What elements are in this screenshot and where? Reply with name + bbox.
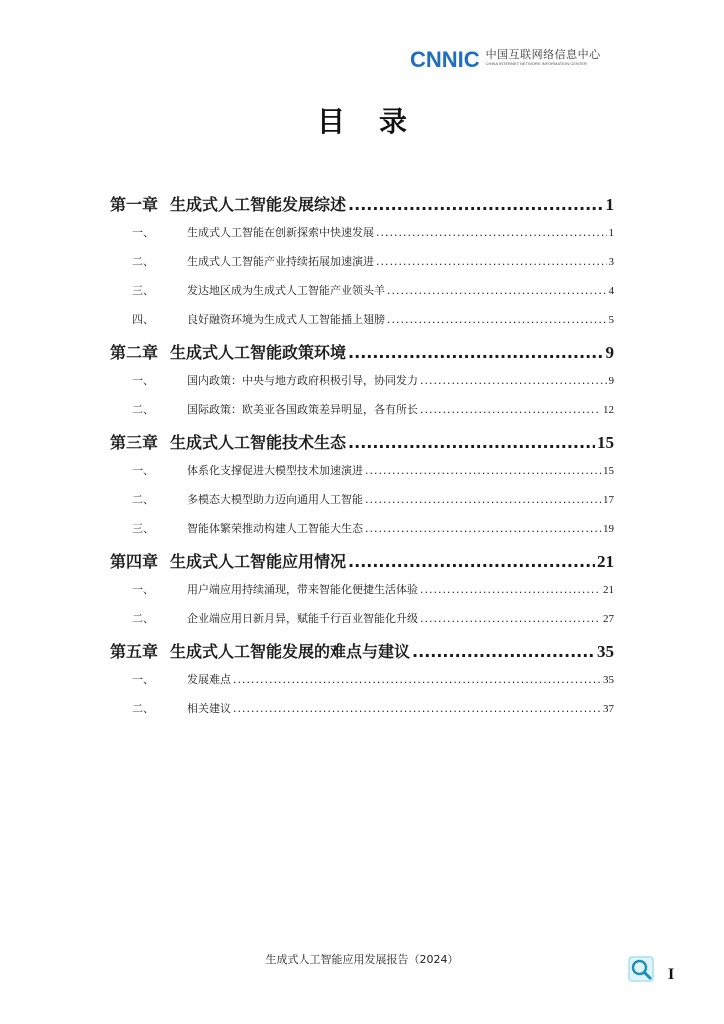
toc-section[interactable] <box>110 671 614 700</box>
dot-leader <box>412 642 595 661</box>
section-title: 发达地区成为生成式人工智能产业领头羊 <box>187 284 385 297</box>
chapter-page: 1 <box>605 195 614 214</box>
section-number: 二、 <box>132 403 154 416</box>
dot-leader <box>376 226 607 239</box>
section-number: 二、 <box>132 702 154 715</box>
section-title: 国内政策：中央与地方政府积极引导，协同发力 <box>187 374 418 387</box>
dot-leader <box>348 552 595 571</box>
dot-leader <box>233 702 601 715</box>
section-page: 4 <box>608 285 614 297</box>
section-title: 生成式人工智能产业持续拓展加速演进 <box>187 255 374 268</box>
section-title: 发展难点 <box>187 673 231 686</box>
chapter-title: 生成式人工智能技术生态 <box>170 433 347 452</box>
dot-leader <box>233 673 601 686</box>
toc-chapter-4[interactable] <box>110 549 614 581</box>
chapter-title: 生成式人工智能政策环境 <box>170 343 347 362</box>
dot-leader <box>420 612 601 625</box>
section-page: 5 <box>608 314 614 326</box>
logo-chinese-name: 中国互联网络信息中心 <box>485 48 601 61</box>
dot-leader <box>376 255 607 268</box>
chapter-title: 生成式人工智能应用情况 <box>170 552 347 571</box>
chapter-page: 35 <box>597 642 614 661</box>
table-of-contents <box>110 192 614 729</box>
chapter-number: 第三章 <box>110 433 159 452</box>
chapter-page: 21 <box>597 552 614 571</box>
chapter-number: 第二章 <box>110 343 159 362</box>
toc-chapter-2[interactable] <box>110 340 614 372</box>
toc-section[interactable] <box>110 520 614 549</box>
section-number: 一、 <box>132 583 154 596</box>
section-number: 二、 <box>132 612 154 625</box>
chapter-page: 9 <box>605 343 614 362</box>
section-number: 二、 <box>132 493 154 506</box>
section-page: 17 <box>603 494 614 506</box>
section-page: 35 <box>603 674 614 686</box>
section-title: 企业端应用日新月异，赋能千行百业智能化升级 <box>187 612 418 625</box>
toc-section[interactable] <box>110 462 614 491</box>
dot-leader <box>348 343 603 362</box>
section-page: 3 <box>608 256 614 268</box>
toc-section[interactable] <box>110 610 614 639</box>
section-number: 一、 <box>132 464 154 477</box>
toc-section[interactable] <box>110 581 614 610</box>
logo-mark: CNNIC <box>410 47 480 72</box>
section-page: 9 <box>608 375 614 387</box>
page-number: I <box>668 966 675 983</box>
toc-section[interactable] <box>110 700 614 729</box>
dot-leader <box>365 493 601 506</box>
section-page: 21 <box>603 584 614 596</box>
section-page: 12 <box>603 404 614 416</box>
section-title: 智能体繁荣推动构建人工智能大生态 <box>187 522 363 535</box>
dot-leader <box>387 313 607 326</box>
chapter-number: 第五章 <box>110 642 159 661</box>
section-title: 体系化支撑促进大模型技术加速演进 <box>187 464 363 477</box>
toc-section[interactable] <box>110 282 614 311</box>
section-page: 15 <box>603 465 614 477</box>
section-number: 一、 <box>132 226 154 239</box>
section-number: 二、 <box>132 255 154 268</box>
section-number: 四、 <box>132 313 154 326</box>
dot-leader <box>420 374 607 387</box>
cnnic-logo <box>410 49 601 73</box>
dot-leader <box>348 195 603 214</box>
section-page: 37 <box>603 703 614 715</box>
toc-chapter-3[interactable] <box>110 430 614 462</box>
logo-english-name: CHINA INTERNET NETWORK INFORMATION CENTER <box>485 61 587 66</box>
chapter-number: 第一章 <box>110 195 159 214</box>
section-number: 一、 <box>132 374 154 387</box>
chapter-title: 生成式人工智能发展的难点与建议 <box>170 642 411 661</box>
page-title: 目录 <box>316 105 441 138</box>
toc-section[interactable] <box>110 224 614 253</box>
section-title: 良好融资环境为生成式人工智能插上翅膀 <box>187 313 385 326</box>
toc-section[interactable] <box>110 253 614 282</box>
section-number: 三、 <box>132 522 154 535</box>
toc-section[interactable] <box>110 491 614 520</box>
dot-leader <box>348 433 595 452</box>
toc-section[interactable] <box>110 311 614 340</box>
toc-section[interactable] <box>110 372 614 401</box>
chapter-title: 生成式人工智能发展综述 <box>170 195 347 214</box>
dot-leader <box>365 522 601 535</box>
dot-leader <box>387 284 607 297</box>
dot-leader <box>365 464 601 477</box>
section-number: 三、 <box>132 284 154 297</box>
section-title: 用户端应用持续涌现，带来智能化便捷生活体验 <box>187 583 418 596</box>
toc-section[interactable] <box>110 401 614 430</box>
section-title: 国际政策：欧美亚各国政策差异明显，各有所长 <box>187 403 418 416</box>
section-title: 生成式人工智能在创新探索中快速发展 <box>187 226 374 239</box>
chapter-number: 第四章 <box>110 552 159 571</box>
section-page: 27 <box>603 613 614 625</box>
toc-chapter-5[interactable] <box>110 639 614 671</box>
section-page: 19 <box>603 523 614 535</box>
section-title: 相关建议 <box>187 702 231 715</box>
logo-text <box>486 49 601 67</box>
chapter-page: 15 <box>597 433 614 452</box>
dot-leader <box>420 583 601 596</box>
magnifier-badge-icon <box>627 955 655 983</box>
section-number: 一、 <box>132 673 154 686</box>
footer-report-title: 生成式人工智能应用发展报告（2024） <box>265 953 459 966</box>
toc-chapter-1[interactable] <box>110 192 614 224</box>
section-page: 1 <box>608 227 614 239</box>
section-title: 多模态大模型助力迈向通用人工智能 <box>187 493 363 506</box>
dot-leader <box>420 403 601 416</box>
